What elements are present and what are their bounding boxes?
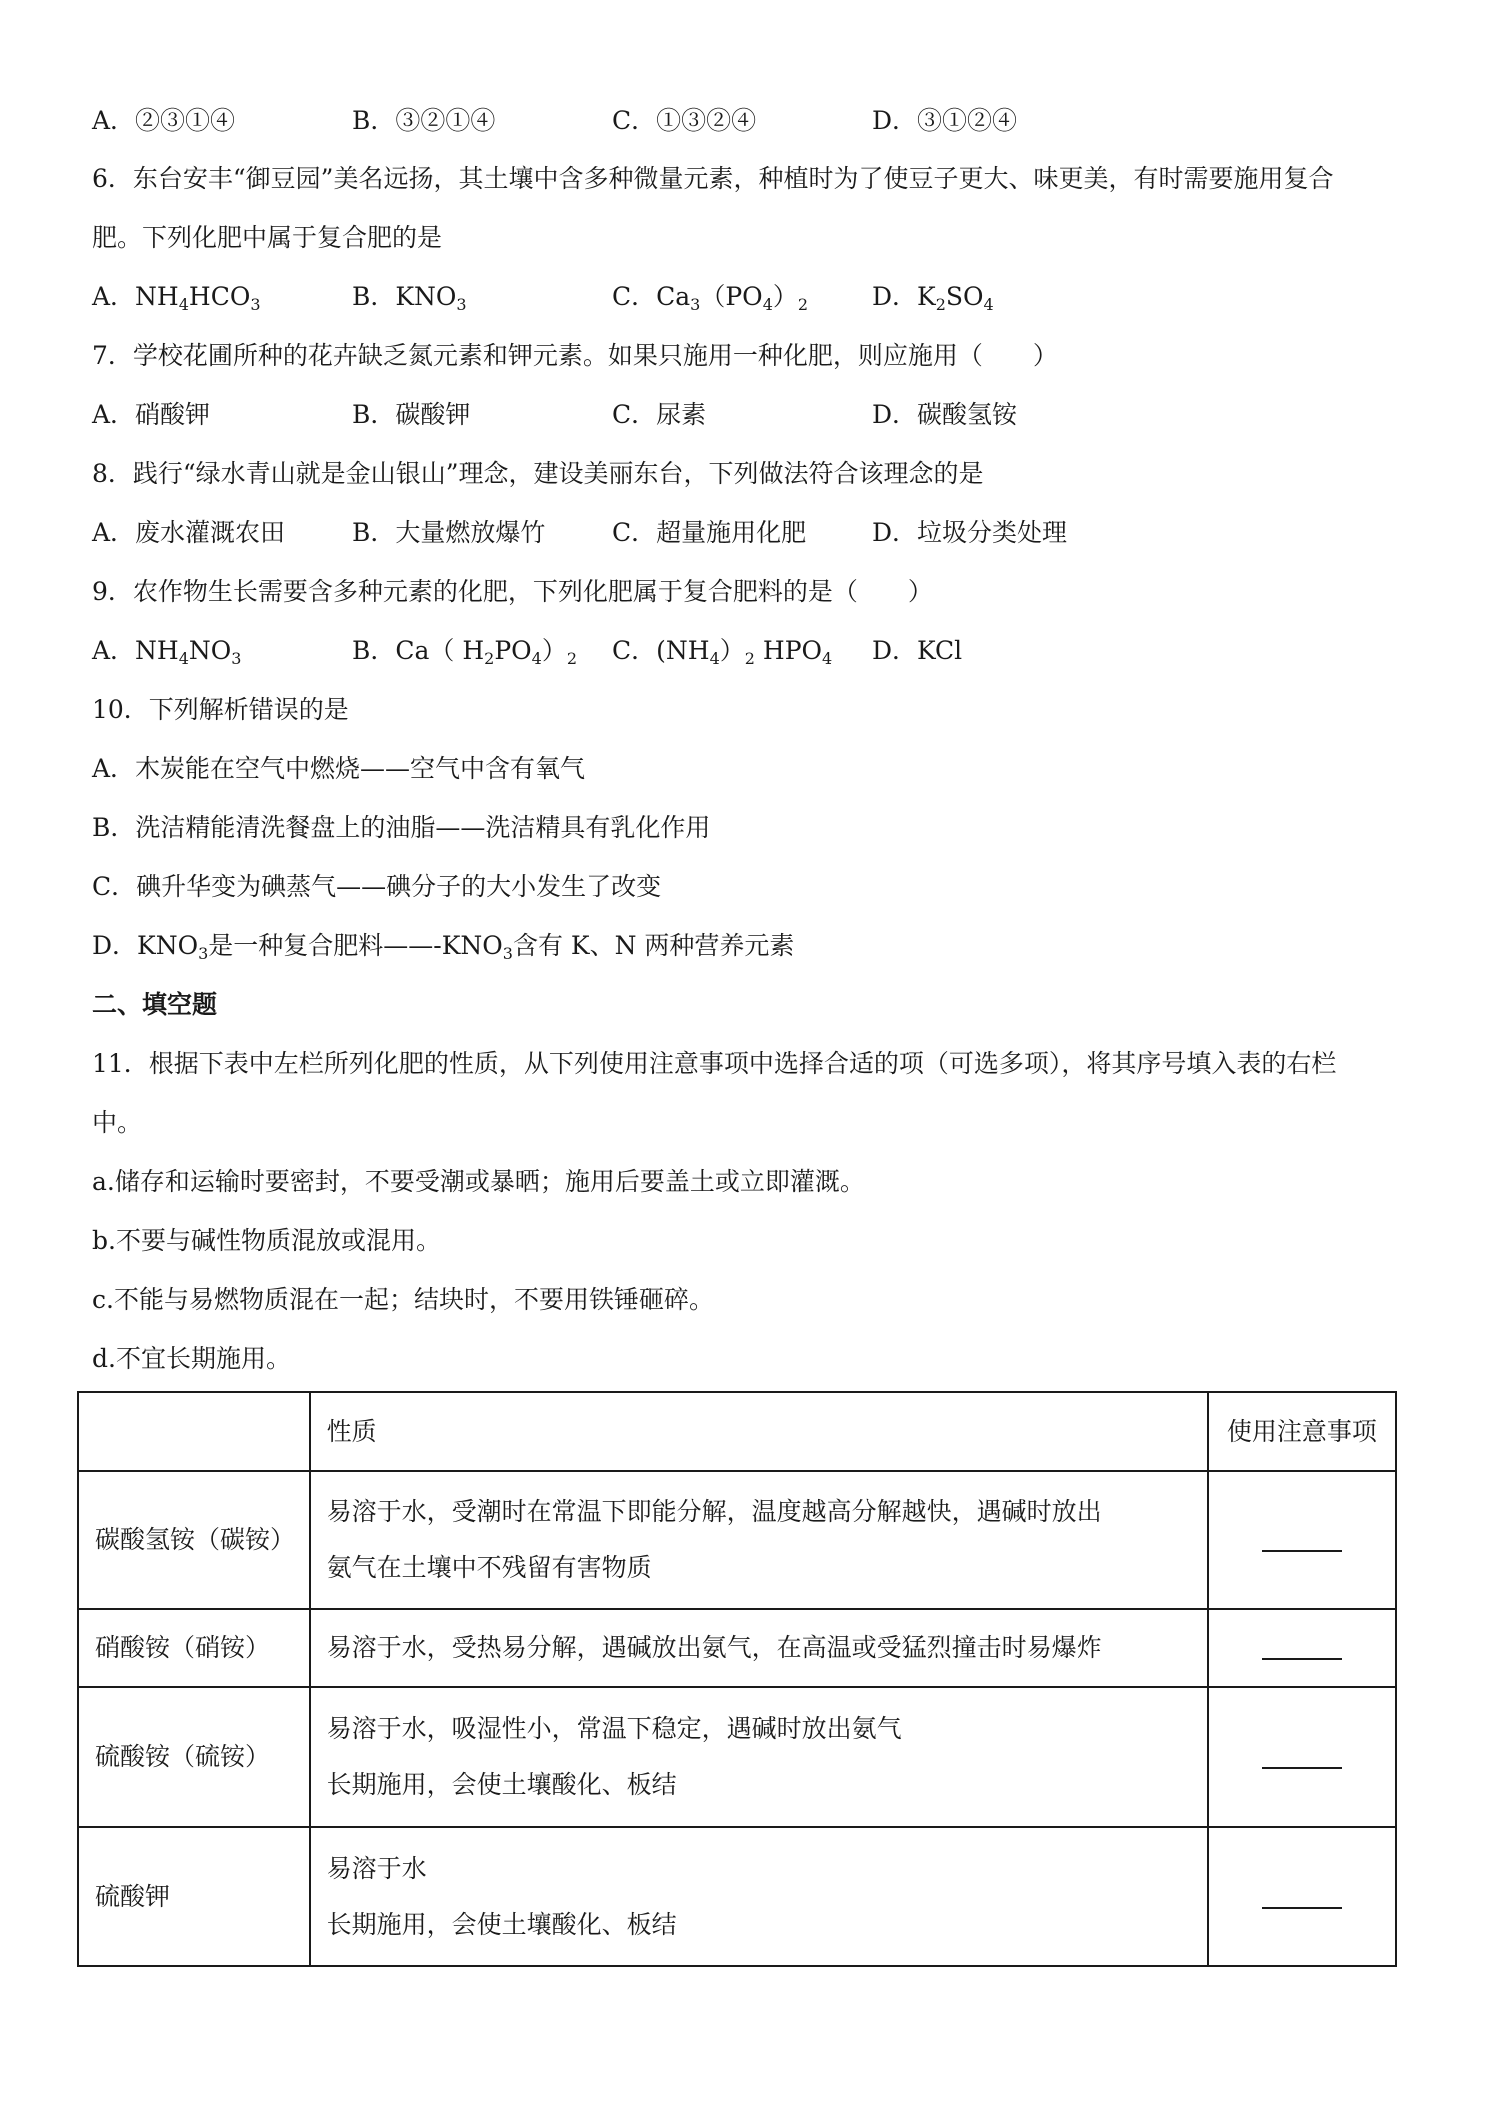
property-line: 易溶于水，受潮时在常温下即能分解，温度越高分解越快，遇碱时放出 xyxy=(326,1497,1102,1526)
q11-note-b: b.不要与碱性物质混放或混用。 xyxy=(92,1226,441,1255)
q9-b-text1: B．Ca（ H xyxy=(352,636,485,665)
q8-option-d: D．垃圾分类处理 xyxy=(872,518,1068,547)
q11-note-c: c.不能与易燃物质混在一起；结块时，不要用铁锤砸碎。 xyxy=(92,1285,714,1314)
fertilizer-property xyxy=(310,1687,1208,1827)
q6-option-d xyxy=(872,280,994,314)
q5-options xyxy=(92,104,1412,138)
q8-options xyxy=(92,516,1412,550)
q9-a-sub2: 3 xyxy=(231,649,242,668)
q9-c-text3: HPO xyxy=(754,636,823,665)
table-header-row xyxy=(78,1392,1396,1471)
section-heading: 二、填空题 xyxy=(92,990,218,1019)
q9-option-c xyxy=(612,634,832,668)
fertilizer-table xyxy=(77,1391,1397,1967)
q6-stem-line2: 肥。下列化肥中属于复合肥的是 xyxy=(92,223,443,252)
q9-b-text3: ） xyxy=(541,636,567,665)
q9-option-a xyxy=(92,634,241,668)
answer-blank[interactable] xyxy=(1262,1745,1342,1769)
q9-a-text2: NO xyxy=(188,636,232,665)
q7-option-b: B．碳酸钾 xyxy=(352,400,471,429)
fertilizer-name: 硫酸铵（硫铵） xyxy=(78,1687,310,1827)
q6-option-a xyxy=(92,280,261,314)
q7-option-d: D．碳酸氢铵 xyxy=(872,400,1018,429)
q9-option-d: D．KCl xyxy=(872,636,963,665)
q9-options xyxy=(92,634,1412,668)
q10-d-text1: D．KNO xyxy=(92,931,199,960)
property-line: 易溶于水，吸湿性小，常温下稳定，遇碱时放出氨气 xyxy=(326,1714,902,1743)
q6-options xyxy=(92,280,1412,314)
q6-option-b xyxy=(352,280,467,314)
q9-c-sub2: 2 xyxy=(744,649,755,668)
q11-note-a: a.储存和运输时要密封，不要受潮或暴晒；施用后要盖土或立即灌溉。 xyxy=(92,1167,865,1196)
table-row xyxy=(78,1609,1396,1687)
property-line: 长期施用，会使土壤酸化、板结 xyxy=(326,1909,677,1939)
q5-option-a: A．②③①④ xyxy=(92,106,236,135)
q10-option-d xyxy=(92,929,794,963)
q8-option-b: B．大量燃放爆竹 xyxy=(352,518,546,547)
q10-d-text3: 含有 K、N 两种营养元素 xyxy=(512,931,795,960)
fertilizer-property xyxy=(310,1827,1208,1966)
q5-option-b: B．③②①④ xyxy=(352,106,496,135)
q9-option-b xyxy=(352,634,577,668)
property-line: 长期施用，会使土壤酸化、板结 xyxy=(326,1770,677,1799)
q8-stem: 8．践行“绿水青山就是金山银山”理念，建设美丽东台，下列做法符合该理念的是 xyxy=(92,459,984,488)
q6-d-sub1: 2 xyxy=(935,295,946,314)
q10-option-b: B．洗洁精能清洗餐盘上的油脂——洗洁精具有乳化作用 xyxy=(92,813,711,842)
q5-option-d: D．③①②④ xyxy=(872,106,1018,135)
q6-c-sub2: 4 xyxy=(762,295,773,314)
q7-options xyxy=(92,398,1412,432)
q6-d-text2: SO xyxy=(945,282,984,311)
table-row xyxy=(78,1827,1396,1966)
q6-b-text1: B．KNO xyxy=(352,282,457,311)
answer-blank[interactable] xyxy=(1262,1528,1342,1552)
fertilizer-property xyxy=(310,1471,1208,1609)
answer-cell xyxy=(1208,1609,1396,1687)
q9-c-sub1: 4 xyxy=(709,649,720,668)
q10-stem: 10．下列解析错误的是 xyxy=(92,695,349,724)
q6-c-sub1: 3 xyxy=(690,295,701,314)
q7-option-c: C．尿素 xyxy=(612,400,707,429)
q6-a-text2: HCO xyxy=(188,282,251,311)
table-header-notes: 使用注意事项 xyxy=(1208,1392,1396,1471)
q9-a-sub1: 4 xyxy=(178,649,189,668)
fertilizer-name: 硫酸钾 xyxy=(78,1827,310,1966)
q8-option-a: A．废水灌溉农田 xyxy=(92,518,286,547)
q11-stem-line1: 11．根据下表中左栏所列化肥的性质，从下列使用注意事项中选择合适的项（可选多项），将其序号填入表的右栏 xyxy=(92,1049,1337,1078)
q6-d-text1: D．K xyxy=(872,282,936,311)
q9-b-text2: PO xyxy=(494,636,532,665)
q9-c-text1: C．(NH xyxy=(612,636,710,665)
q6-c-text3: ） xyxy=(772,282,798,311)
q9-a-text1: A．NH xyxy=(92,636,179,665)
q8-option-c: C．超量施用化肥 xyxy=(612,518,807,547)
q9-b-sub1: 2 xyxy=(484,649,495,668)
q6-a-sub2: 3 xyxy=(250,295,261,314)
q9-c-text2: ） xyxy=(719,636,745,665)
q6-d-sub2: 4 xyxy=(983,295,994,314)
q9-c-sub3: 4 xyxy=(822,649,833,668)
table-row xyxy=(78,1471,1396,1609)
q9-b-sub2: 4 xyxy=(531,649,542,668)
q5-option-c: C．①③②④ xyxy=(612,106,757,135)
q10-d-sub2: 3 xyxy=(502,944,513,963)
q10-d-text2: 是一种复合肥料——-KNO xyxy=(208,931,503,960)
answer-blank[interactable] xyxy=(1262,1885,1342,1909)
property-line: 氨气在土壤中不残留有害物质 xyxy=(326,1553,652,1582)
fertilizer-property xyxy=(310,1609,1208,1687)
q6-option-c xyxy=(612,280,808,314)
q9-b-sub3: 2 xyxy=(566,649,578,668)
answer-cell xyxy=(1208,1687,1396,1827)
q11-stem-line2: 中。 xyxy=(92,1108,143,1137)
q6-b-sub1: 3 xyxy=(456,295,467,314)
q10-d-sub1: 3 xyxy=(198,944,209,963)
answer-cell xyxy=(1208,1827,1396,1966)
q6-c-text1: C．Ca xyxy=(612,282,691,311)
q6-c-sub3: 2 xyxy=(797,295,809,314)
answer-cell xyxy=(1208,1471,1396,1609)
table-row xyxy=(78,1687,1396,1827)
fertilizer-name: 硝酸铵（硝铵） xyxy=(78,1609,310,1687)
q6-stem-line1: 6．东台安丰“御豆园”美名远扬，其土壤中含多种微量元素，种植时为了使豆子更大、味更美，有时需要施用复合 xyxy=(92,164,1334,193)
property-line: 易溶于水，受热易分解，遇碱放出氨气，在高温或受猛烈撞击时易爆炸 xyxy=(326,1633,1102,1662)
q7-option-a: A．硝酸钾 xyxy=(92,400,211,429)
fertilizer-name: 碳酸氢铵（碳铵） xyxy=(78,1471,310,1609)
q7-stem: 7．学校花圃所种的花卉缺乏氮元素和钾元素。如果只施用一种化肥，则应施用（ ） xyxy=(92,341,1058,370)
q10-option-a: A．木炭能在空气中燃烧——空气中含有氧气 xyxy=(92,754,586,783)
q11-note-d: d.不宜长期施用。 xyxy=(92,1344,291,1373)
answer-blank[interactable] xyxy=(1262,1636,1342,1660)
table-header-empty xyxy=(78,1392,310,1471)
q10-option-c: C．碘升华变为碘蒸气——碘分子的大小发生了改变 xyxy=(92,872,662,901)
q6-c-text2: （PO xyxy=(700,282,763,311)
q6-a-text1: A．NH xyxy=(92,282,179,311)
table-header-property: 性质 xyxy=(310,1392,1208,1471)
q6-a-sub1: 4 xyxy=(178,295,189,314)
property-line: 易溶于水 xyxy=(326,1853,427,1883)
q9-stem: 9．农作物生长需要含多种元素的化肥，下列化肥属于复合肥料的是（ ） xyxy=(92,577,933,606)
